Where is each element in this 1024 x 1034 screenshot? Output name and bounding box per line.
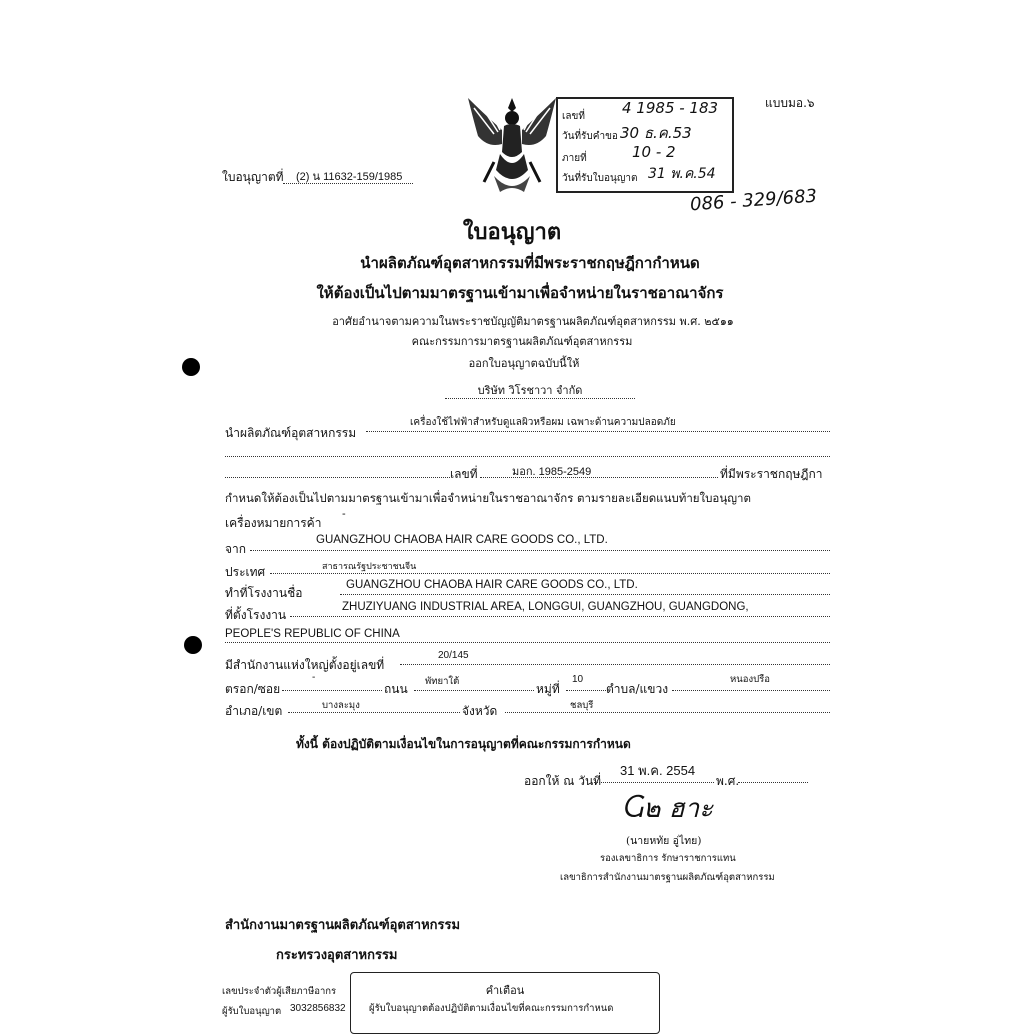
receipt-stamp (556, 97, 734, 193)
issued-tail-line (738, 782, 808, 783)
signer-name: (นายหทัย อู่ไทย) (626, 835, 702, 847)
from-line (250, 550, 830, 551)
province-line (505, 712, 830, 713)
handwritten-reference-number: 086 - 329/683 (689, 185, 818, 216)
garuda-emblem-icon (464, 92, 560, 196)
location-line (290, 616, 830, 617)
product-line-2 (225, 456, 830, 457)
road-line (414, 690, 534, 691)
location-value: ZHUZIYUANG INDUSTRIAL AREA, LONGGUI, GUANGZHOU, GUANGDONG, (342, 601, 749, 613)
factory-value: GUANGZHOU CHAOBA HAIR CARE GOODS CO., LTD. (346, 579, 638, 591)
stamp-line3-value: 10 - 2 (632, 143, 676, 161)
province-label: จังหวัด (462, 704, 498, 718)
stamp-line4-value: 31 พ.ค.54 (648, 166, 716, 182)
title-line-3: ให้ต้องเป็นไปตามมาตรฐานเข้ามาเพื่อจำหน่ายในราชอาณาจักร (316, 284, 724, 302)
standard-number-label: เลขที่ (450, 467, 478, 481)
tambon-line (672, 690, 830, 691)
company-name: บริษัท วิโรชาวา จำกัด (477, 384, 583, 397)
stamp-line2-label: วันที่รับคำขอ (562, 131, 618, 142)
license-number-label: ใบอนุญาตที่ (222, 170, 284, 184)
location-line-2 (225, 642, 830, 643)
trademark-value: - (342, 508, 346, 520)
office-label: มีสำนักงานแห่งใหญ่ตั้งอยู่เลขที่ (225, 658, 385, 672)
stamp-line2-value: 30 ธ.ค.53 (620, 124, 692, 142)
country-label: ประเทศ (225, 565, 266, 579)
location-value-2: PEOPLE'S REPUBLIC OF CHINA (225, 628, 400, 640)
stamp-line1-value: 4 1985 - 183 (622, 99, 719, 117)
soi-line (282, 690, 382, 691)
road-label: ถนน (384, 682, 408, 696)
punch-hole-bottom (184, 636, 202, 654)
decree-line: กำหนดให้ต้องเป็นไปตามมาตรฐานเข้ามาเพื่อจำหน่ายในราชอาณาจักร ตามรายละเอียดแนบท้ายใบอนุญาต (225, 491, 751, 505)
issued-line (594, 782, 714, 783)
amphoe-line (288, 712, 460, 713)
amphoe-label: อำเภอ/เขต (225, 704, 283, 718)
factory-line (340, 594, 830, 595)
taxid-label-2: ผู้รับใบอนุญาต (222, 1006, 282, 1017)
title-line-2: นำผลิตภัณฑ์อุตสาหกรรมที่มีพระราชกฤษฎีกากำหนด (360, 254, 700, 272)
tambon-value: หนองปรือ (730, 674, 770, 685)
warning-title: คำเตือน (485, 984, 525, 997)
soi-label: ตรอก/ซอย (225, 682, 281, 696)
road-value: พัทยาใต้ (425, 676, 460, 687)
country-value: สาธารณรัฐประชาชนจีน (322, 562, 417, 572)
moo-line (566, 690, 606, 691)
taxid-value: 3032856832 (290, 1003, 346, 1014)
province-value: ชลบุรี (570, 700, 594, 711)
moo-value: 10 (572, 674, 584, 685)
license-number-value: (2) น 11632-159/1985 (296, 171, 403, 183)
title-line-4: อาศัยอำนาจตามความในพระราชบัญญัติมาตรฐานผลิตภัณฑ์อุตสาหกรรม พ.ศ. ๒๕๑๑ (332, 315, 734, 328)
condition-text: ทั้งนี้ ต้องปฏิบัติตามเงื่อนไขในการอนุญาตที่คณะกรรมการกำหนด (296, 737, 631, 751)
product-line (366, 431, 830, 432)
warning-text: ผู้รับใบอนุญาตต้องปฏิบัติตามเงื่อนไขที่คณะกรรมการกำหนด (369, 1003, 614, 1014)
tambon-label: ตำบล/แขวง (606, 682, 669, 696)
issued-tail: พ.ศ. (716, 774, 740, 788)
stamp-line1-label: เลขที่ (562, 111, 585, 122)
number-pre-line (225, 477, 450, 478)
document-title: ใบอนุญาต (462, 219, 562, 245)
country-line (270, 573, 830, 574)
factory-label: ทำที่โรงงานชื่อ (225, 586, 303, 600)
stamp-line4-label: วันที่รับใบอนุญาต (562, 173, 638, 184)
signer-position-2: เลขาธิการสำนักงานมาตรฐานผลิตภัณฑ์อุตสาหกรรม (560, 872, 775, 883)
from-value: GUANGZHOU CHAOBA HAIR CARE GOODS CO., LTD. (316, 534, 608, 546)
moo-label: หมู่ที่ (536, 682, 560, 696)
title-line-6: ออกใบอนุญาตฉบับนี้ให้ (468, 357, 580, 370)
stamp-line3-label: ภายที่ (562, 153, 587, 164)
standard-number-value: มอก. 1985-2549 (512, 466, 592, 478)
form-code: แบบมอ.๖ (765, 96, 815, 110)
product-value: เครื่องใช้ไฟฟ้าสำหรับดูแลผิวหรือผม เฉพาะด้านความปลอดภัย (410, 417, 676, 428)
office-name-2: กระทรวงอุตสาหกรรม (276, 948, 398, 963)
decree-tail: ที่มีพระราชกฤษฎีกา (720, 467, 823, 481)
official-signature: Ⴚ๒ ฮาะ (622, 794, 714, 824)
office-line (400, 664, 830, 665)
from-label: จาก (225, 542, 247, 556)
product-label: นำผลิตภัณฑ์อุตสาหกรรม (225, 426, 357, 440)
soi-value: - (312, 672, 316, 683)
amphoe-value: บางละมุง (322, 700, 360, 711)
signer-position-1: รองเลขาธิการ รักษาราชการแทน (600, 853, 736, 864)
company-line (445, 398, 635, 399)
warning-box (350, 972, 660, 1034)
issued-label: ออกให้ ณ วันที่ (524, 774, 602, 788)
office-value: 20/145 (438, 650, 469, 661)
office-name-1: สำนักงานมาตรฐานผลิตภัณฑ์อุตสาหกรรม (225, 918, 461, 933)
taxid-label: เลขประจำตัวผู้เสียภาษีอากร (222, 986, 337, 997)
title-line-5: คณะกรรมการมาตรฐานผลิตภัณฑ์อุตสาหกรรม (411, 335, 633, 348)
location-label: ที่ตั้งโรงงาน (225, 608, 287, 622)
issued-value: 31 พ.ค. 2554 (620, 763, 696, 778)
trademark-label: เครื่องหมายการค้า (225, 516, 322, 530)
